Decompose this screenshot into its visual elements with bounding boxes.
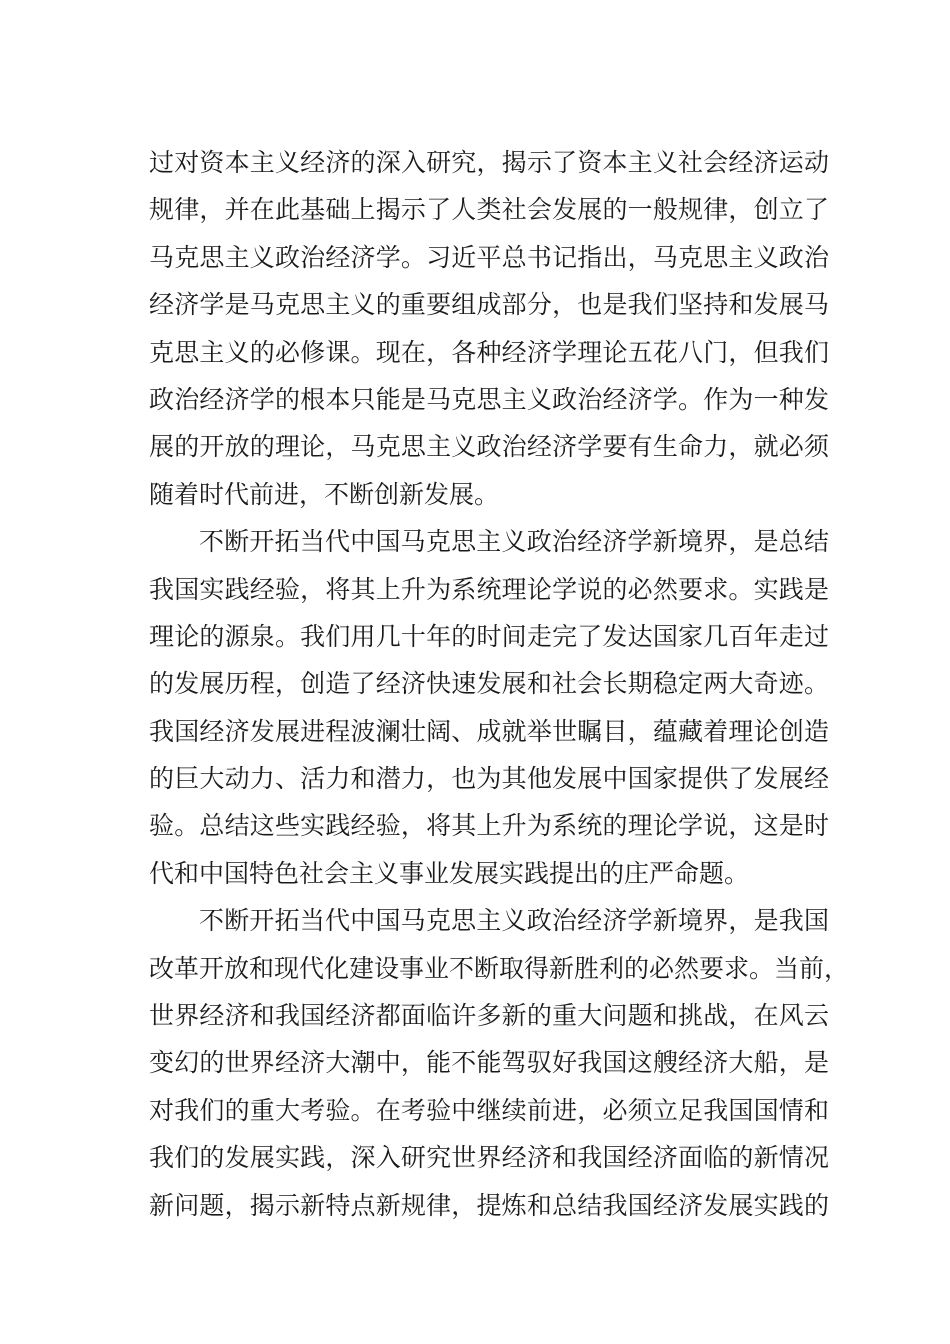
paragraph xyxy=(149,897,850,1229)
text-line: 随着时代前进，不断创新发展。 xyxy=(149,479,500,509)
text-line: 变幻的世界经济大潮中，能不能驾驭好我国这艘经济大船，是 xyxy=(149,1048,829,1078)
text-line: 规律，并在此基础上揭示了人类社会发展的一般规律，创立了 xyxy=(149,195,829,225)
text-line: 代和中国特色社会主义事业发展实践提出的庄严命题。 xyxy=(149,858,750,888)
text-line: 理论的源泉。我们用几十年的时间走完了发达国家几百年走过 xyxy=(149,621,829,651)
text-line: 的巨大动力、活力和潜力，也为其他发展中国家提供了发展经 xyxy=(149,764,829,794)
text-line: 我国实践经验，将其上升为系统理论学说的必然要求。实践是 xyxy=(149,574,829,604)
text-line: 经济学是马克思主义的重要组成部分，也是我们坚持和发展马 xyxy=(149,290,829,320)
text-line: 改革开放和现代化建设事业不断取得新胜利的必然要求。当前， xyxy=(149,953,850,983)
text-line: 过对资本主义经济的深入研究，揭示了资本主义社会经济运动 xyxy=(149,148,829,177)
text-line: 克思主义的必修课。现在，各种经济学理论五花八门，但我们 xyxy=(149,337,829,367)
text-line: 的发展历程，创造了经济快速发展和社会长期稳定两大奇迹。 xyxy=(149,669,829,699)
text-line: 展的开放的理论，马克思主义政治经济学要有生命力，就必须 xyxy=(149,432,829,462)
text-line: 我国经济发展进程波澜壮阔、成就举世瞩目，蕴藏着理论创造 xyxy=(149,716,829,746)
text-line: 我们的发展实践，深入研究世界经济和我国经济面临的新情况 xyxy=(149,1143,829,1173)
text-line: 不断开拓当代中国马克思主义政治经济学新境界，是我国 xyxy=(199,906,829,936)
paragraph xyxy=(149,518,829,897)
text-line: 世界经济和我国经济都面临许多新的重大问题和挑战，在风云 xyxy=(149,1001,829,1031)
document-body xyxy=(149,139,850,1229)
text-line: 不断开拓当代中国马克思主义政治经济学新境界，是总结 xyxy=(199,527,829,557)
text-line: 马克思主义政治经济学。习近平总书记指出，马克思主义政治 xyxy=(149,242,829,272)
text-line: 新问题，揭示新特点新规律，提炼和总结我国经济发展实践的 xyxy=(149,1190,829,1220)
text-line: 验。总结这些实践经验，将其上升为系统的理论学说，这是时 xyxy=(149,811,829,841)
text-line: 对我们的重大考验。在考验中继续前进，必须立足我国国情和 xyxy=(149,1095,829,1125)
paragraph xyxy=(149,139,829,518)
text-line: 政治经济学的根本只能是马克思主义政治经济学。作为一种发 xyxy=(149,384,829,414)
